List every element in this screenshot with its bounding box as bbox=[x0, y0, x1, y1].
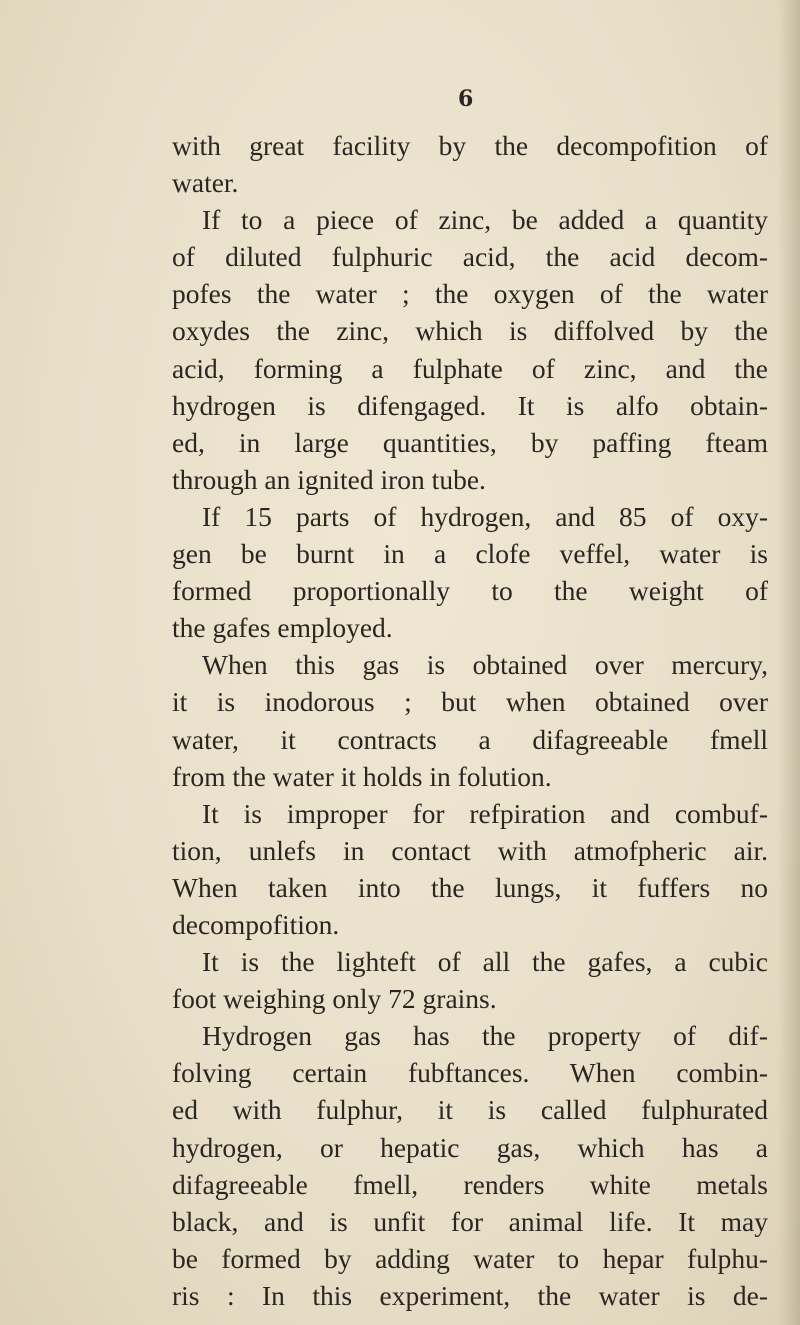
text-line: tion, unlefs in contact with atmofpheric air. bbox=[172, 834, 768, 866]
text-line: formed proportionally to the weight of bbox=[172, 575, 768, 607]
text-line: It is the lighteft of all the gafes, a cubic bbox=[202, 946, 768, 978]
text-line: ed with fulphur, it is called fulphurated bbox=[172, 1094, 768, 1126]
text-line: from the water it holds in folution. bbox=[172, 760, 552, 792]
text-line: When this gas is obtained over mercury, bbox=[202, 649, 768, 681]
text-line: oxydes the zinc, which is diffolved by the bbox=[172, 315, 768, 347]
page-number: 6 bbox=[458, 86, 474, 112]
text-line: pofes the water ; the oxygen of the water bbox=[172, 278, 768, 310]
text-line: If 15 parts of hydrogen, and 85 of oxy- bbox=[202, 500, 768, 532]
text-line: It is improper for refpiration and combuf- bbox=[202, 797, 768, 829]
text-line: it is inodorous ; but when obtained over bbox=[172, 686, 768, 718]
text-line: hydrogen, or hepatic gas, which has a bbox=[172, 1131, 768, 1163]
text-line: ed, in large quantities, by paffing fteam bbox=[172, 426, 768, 458]
text-line: black, and is unfit for animal life. It may bbox=[172, 1205, 768, 1237]
text-line: If to a piece of zinc, be added a quantity bbox=[202, 204, 768, 236]
text-line: of diluted fulphuric acid, the acid decom- bbox=[172, 241, 768, 273]
text-line: decompofition. bbox=[172, 908, 340, 940]
text-line: water, it contracts a difagreeable fmell bbox=[172, 723, 768, 755]
text-line: Hydrogen gas has the property of dif- bbox=[202, 1020, 768, 1052]
body-text bbox=[172, 127, 768, 1314]
text-line: ris : In this experiment, the water is de- bbox=[172, 1279, 768, 1311]
text-line: difagreeable fmell, renders white metals bbox=[172, 1168, 768, 1200]
text-line: gen be burnt in a clofe veffel, water is bbox=[172, 538, 768, 570]
text-line: water. bbox=[172, 167, 239, 199]
page-edge-shadow bbox=[778, 0, 800, 1325]
text-line: When taken into the lungs, it fuffers no bbox=[172, 871, 768, 903]
text-line: the gafes employed. bbox=[172, 612, 393, 644]
text-line: hydrogen is difengaged. It is alfo obtain- bbox=[172, 389, 768, 421]
text-line: with great facility by the decompofition of bbox=[172, 130, 768, 161]
text-line: be formed by adding water to hepar fulphu- bbox=[172, 1242, 768, 1274]
text-line: through an ignited iron tube. bbox=[172, 463, 486, 495]
text-line: foot weighing only 72 grains. bbox=[172, 983, 497, 1015]
text-line: acid, forming a fulphate of zinc, and the bbox=[172, 352, 768, 384]
text-line: folving certain fubftances. When combin- bbox=[172, 1057, 768, 1089]
